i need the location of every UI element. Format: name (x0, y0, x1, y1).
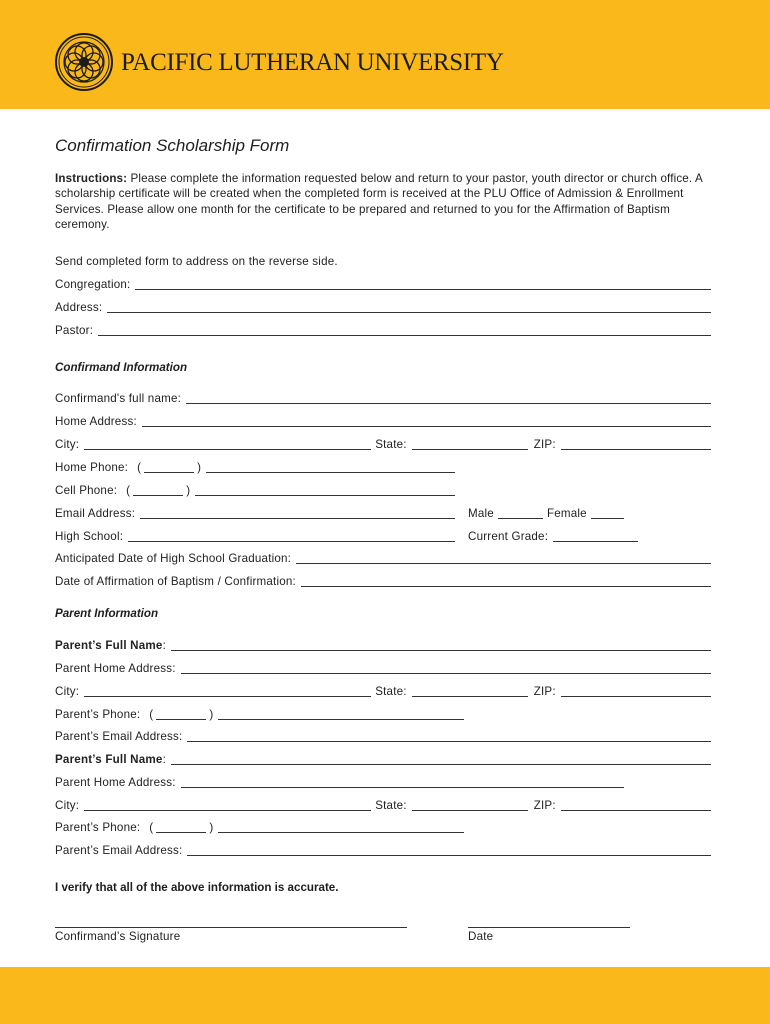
cell-phone-open-paren: ( (126, 484, 131, 497)
parent2-email-label: Parent’s Email Address: (55, 844, 183, 857)
parent1-phone-area-code-line[interactable] (156, 719, 206, 720)
parent2-phone-area-code-line[interactable] (156, 832, 206, 833)
male-label: Male (468, 507, 494, 520)
congregation-line[interactable] (135, 289, 711, 290)
parent2-name-field[interactable] (55, 751, 711, 767)
parent2-phone-label: Parent’s Phone: (55, 821, 141, 834)
parent2-email-field[interactable] (55, 842, 711, 858)
parent1-phone-open-paren: ( (149, 708, 154, 721)
parent2-city-line[interactable] (84, 810, 371, 811)
congregation-label: Congregation: (55, 278, 131, 291)
cell-phone-label: Cell Phone: (55, 484, 118, 497)
address-field[interactable] (55, 299, 711, 315)
confirmand-section-title: Confirmand Information (55, 361, 188, 374)
city-label: City: (55, 438, 80, 451)
state-label: State: (375, 438, 407, 451)
parent2-state-line[interactable] (412, 810, 528, 811)
current-grade-line[interactable] (553, 541, 638, 542)
parent1-city-line[interactable] (84, 696, 371, 697)
instructions (55, 171, 715, 233)
footer-band (0, 967, 770, 1024)
parent2-zip-line[interactable] (561, 810, 711, 811)
parent2-home-address-field[interactable] (55, 774, 624, 790)
parent2-email-line[interactable] (187, 855, 711, 856)
parent1-state-line[interactable] (412, 696, 528, 697)
parent2-phone-close-paren: ) (209, 821, 214, 834)
current-grade-label: Current Grade: (468, 530, 549, 543)
parent1-home-address-label: Parent Home Address: (55, 662, 176, 675)
parent2-name-label: Parent’s Full Name (55, 753, 163, 766)
female-label: Female (546, 507, 587, 520)
address-label: Address: (55, 301, 103, 314)
state-line[interactable] (412, 449, 528, 450)
cell-phone-field (55, 482, 455, 498)
pastor-field[interactable] (55, 322, 711, 338)
parent1-phone-number-line[interactable] (218, 719, 464, 720)
affirmation-date-label: Date of Affirmation of Baptism / Confirmation: (55, 575, 296, 588)
parent1-phone-field (55, 706, 464, 722)
confirmand-home-address-label: Home Address: (55, 415, 137, 428)
male-line[interactable] (498, 518, 543, 519)
home-phone-field (55, 459, 455, 475)
home-phone-number-line[interactable] (206, 472, 455, 473)
parent2-phone-field (55, 819, 464, 835)
cell-phone-number-line[interactable] (195, 495, 455, 496)
parent2-state-label: State: (375, 799, 407, 812)
affirmation-date-line[interactable] (301, 586, 711, 587)
parent1-name-line[interactable] (171, 650, 711, 651)
parent1-email-line[interactable] (187, 741, 711, 742)
zip-label: ZIP: (533, 438, 556, 451)
zip-line[interactable] (561, 449, 711, 450)
home-phone-close-paren: ) (197, 461, 202, 474)
pastor-label: Pastor: (55, 324, 94, 337)
parent1-home-address-line[interactable] (181, 673, 711, 674)
parent1-state-label: State: (375, 685, 407, 698)
graduation-date-line[interactable] (296, 563, 711, 564)
high-school-line[interactable] (128, 541, 455, 542)
affirmation-date-field[interactable] (55, 573, 711, 589)
date-line[interactable] (468, 927, 630, 928)
verify-statement: I verify that all of the above information is accurate. (55, 881, 339, 894)
graduation-date-field[interactable] (55, 550, 711, 566)
instructions-text: Please complete the information requested below and return to your pastor, youth director or church office. A scholarship certificate will be created when the completed form is received at the PLU Office of Admission & Enrollment Services. Please allow one month for the certificate to be prepared and returned to you for the Affirmation of Baptism ceremony. (55, 172, 703, 232)
parent1-email-field[interactable] (55, 728, 711, 744)
send-note: Send completed form to address on the reverse side. (55, 255, 338, 268)
form-title: Confirmation Scholarship Form (55, 136, 290, 155)
city-line[interactable] (84, 449, 371, 450)
parent1-city-state-zip (55, 683, 711, 699)
graduation-date-label: Anticipated Date of High School Graduation: (55, 552, 292, 565)
high-school-field[interactable] (55, 528, 455, 544)
confirmand-city-state-zip (55, 436, 711, 452)
parent2-name-colon: : (162, 753, 166, 766)
congregation-field[interactable] (55, 276, 711, 292)
email-field[interactable] (55, 505, 455, 521)
high-school-label: High School: (55, 530, 124, 543)
parent1-city-label: City: (55, 685, 80, 698)
parent2-city-label: City: (55, 799, 80, 812)
confirmand-name-field[interactable] (55, 390, 711, 406)
parent1-name-colon: : (162, 639, 166, 652)
cell-phone-close-paren: ) (186, 484, 191, 497)
parent1-name-label: Parent’s Full Name (55, 639, 163, 652)
parent2-name-line[interactable] (171, 764, 711, 765)
parent1-email-label: Parent’s Email Address: (55, 730, 183, 743)
cell-phone-area-code-line[interactable] (133, 495, 183, 496)
home-phone-area-code-line[interactable] (144, 472, 194, 473)
parent1-zip-label: ZIP: (533, 685, 556, 698)
header-band (0, 0, 770, 109)
parent2-phone-open-paren: ( (149, 821, 154, 834)
university-name: PACIFIC LUTHERAN UNIVERSITY (121, 49, 504, 76)
confirmand-name-line[interactable] (186, 403, 711, 404)
university-seal-icon (55, 33, 113, 91)
parent-section-title: Parent Information (55, 607, 159, 620)
current-grade-field[interactable] (468, 528, 638, 544)
parent2-phone-number-line[interactable] (218, 832, 464, 833)
confirmand-name-label: Confirmand's full name: (55, 392, 182, 405)
parent2-home-address-line[interactable] (181, 787, 624, 788)
parent1-zip-line[interactable] (561, 696, 711, 697)
parent1-home-address-field[interactable] (55, 660, 711, 676)
confirmand-signature-line[interactable] (55, 927, 407, 928)
home-phone-open-paren: ( (137, 461, 142, 474)
instructions-label: Instructions: (55, 172, 128, 185)
female-line[interactable] (591, 518, 624, 519)
date-label: Date (468, 930, 494, 943)
email-label: Email Address: (55, 507, 136, 520)
confirmand-home-address-field[interactable] (55, 413, 711, 429)
home-phone-label: Home Phone: (55, 461, 129, 474)
parent1-name-field[interactable] (55, 637, 711, 653)
parent2-city-state-zip (55, 797, 711, 813)
address-line[interactable] (107, 312, 711, 313)
gender-field (468, 505, 638, 521)
parent2-home-address-label: Parent Home Address: (55, 776, 176, 789)
parent1-phone-close-paren: ) (209, 708, 214, 721)
confirmand-home-address-line[interactable] (142, 426, 711, 427)
parent1-phone-label: Parent’s Phone: (55, 708, 141, 721)
parent2-zip-label: ZIP: (533, 799, 556, 812)
confirmand-signature-label: Confirmand’s Signature (55, 930, 181, 943)
email-line[interactable] (140, 518, 455, 519)
pastor-line[interactable] (98, 335, 711, 336)
